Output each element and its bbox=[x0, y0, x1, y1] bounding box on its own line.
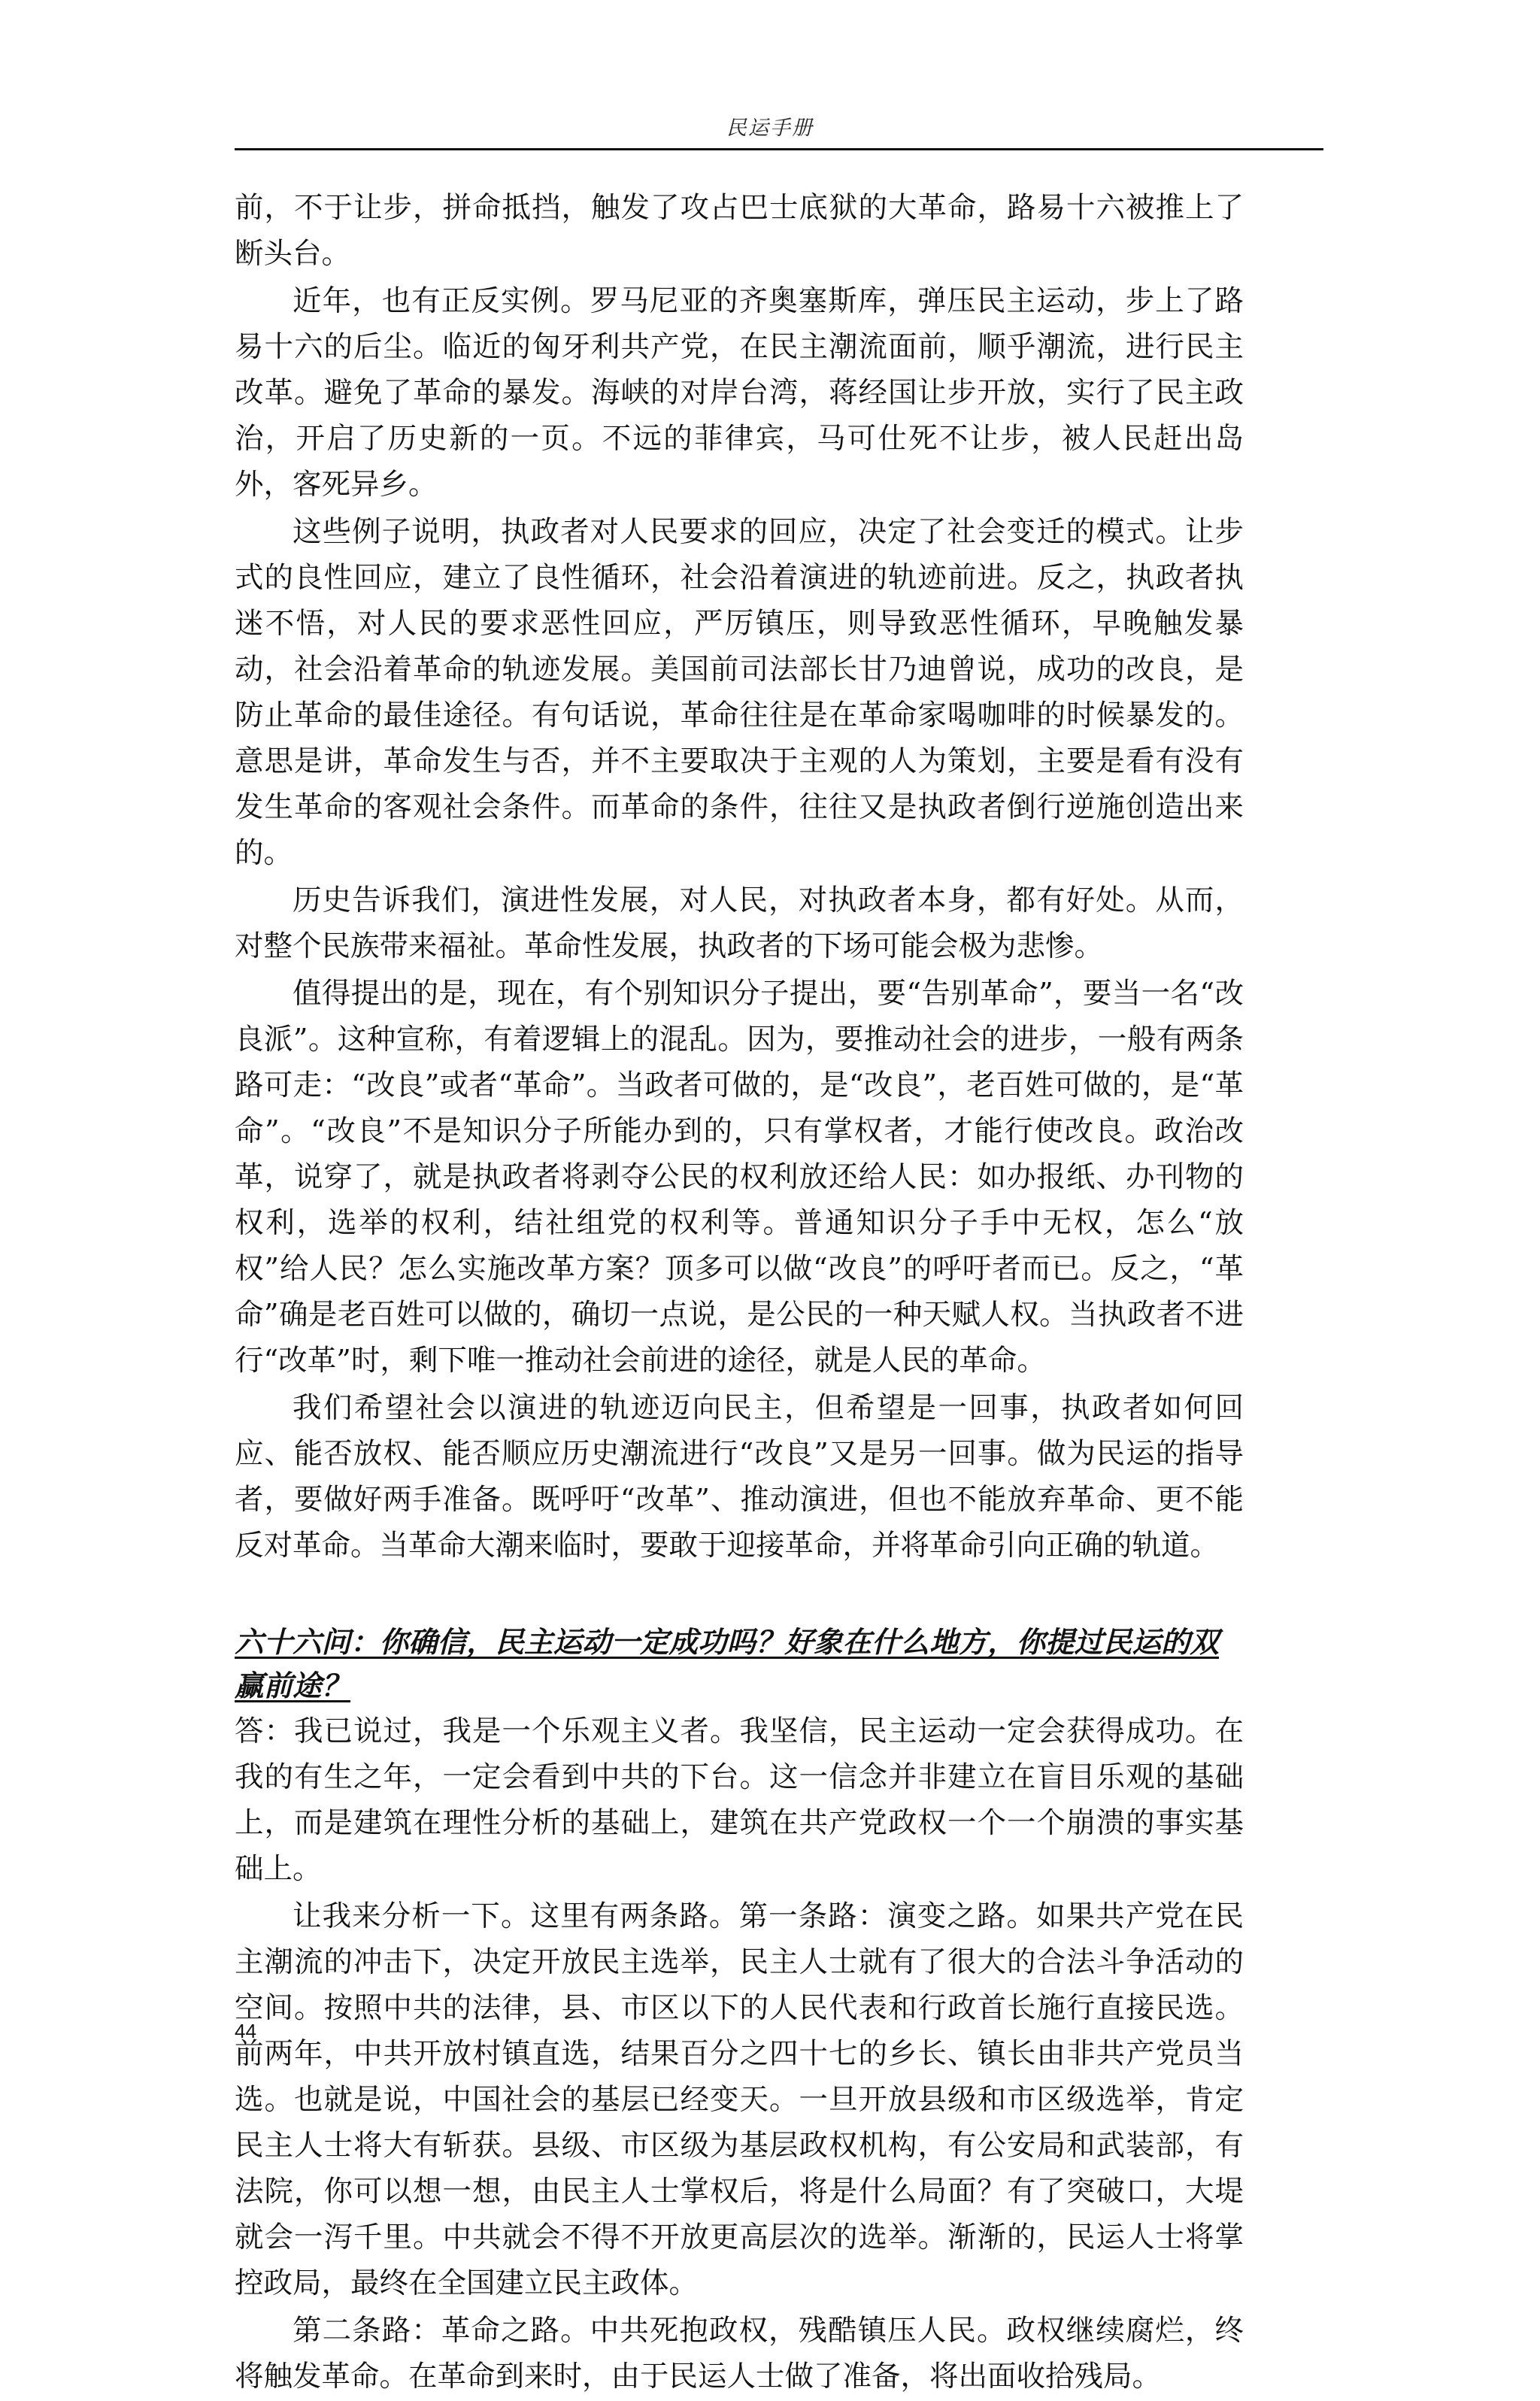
paragraph-two-handed-preparation: 我们希望社会以演进的轨迹迈向民主，但希望是一回事，执政者如何回应、能否放权、能否顺应历史潮流进行“改良”又是另一回事。做为民运的指导者，要做好两手准备。既呼吁“改革”、推动演进，但也不能放弃革命、更不能反对革命。当革命大潮来临时，要敢于迎接革命，并将革命引向正确的轨道。 bbox=[235, 1391, 1244, 1563]
page-number: 44 bbox=[235, 2020, 256, 2042]
paragraph-path-one-evolution: 让我来分析一下。这里有两条路。第一条路：演变之路。如果共产党在民主潮流的冲击下，决定开放民主选举，民主人士就有了很大的合法斗争活动的空间。按照中共的法律，县、市区以下的人民代表和行政首长施行直接民选。前两年，中共开放村镇直选，结果百分之四十七的乡长、镇长由非共产党员当选。也就是说，中国社会的基层已经变天。一旦开放县级和市区级选举，肯定民主人士将大有斩获。县级、市区级为基层政权机构，有公安局和武装部，有法院，你可以想一想，由民主人士掌权后，将是什么局面？有了突破口，大堤就会一泻千里。中共就会不得不开放更高层次的选举。渐渐的，民运人士将掌控政局，最终在全国建立民主政体。 bbox=[235, 1899, 1244, 2300]
paragraph-continuation: 前，不于让步，拼命抵挡，触发了攻占巴士底狱的大革命，路易十六被推上了断头台。 bbox=[235, 191, 1244, 271]
paragraph-reform-vs-revolution: 值得提出的是，现在，有个别知识分子提出，要“告别革命”，要当一名“改良派”。这种宣称，有着逻辑上的混乱。因为，要推动社会的进步，一般有两条路可走：“改良”或者“革命”。当政者可做的，是“改良”，老百姓可做的，是“革命”。“改良”不是知识分子所能办到的，只有掌权者，才能行使改良。政治改革，说穿了，就是执政者将剥夺公民的权利放还给人民：如办报纸、办刊物的权利，选举的权利，结社组党的权利等。普通知识分子手中无权，怎么“放权”给人民？怎么实施改革方案？顶多可以做“改良”的呼吁者而已。反之，“革命”确是老百姓可以做的，确切一点说，是公民的一种天赋人权。当执政者不进行“改革”时，剩下唯一推动社会前进的途径，就是人民的革命。 bbox=[235, 977, 1244, 1378]
header-rule bbox=[235, 148, 1323, 150]
paragraph-examples-explained: 这些例子说明，执政者对人民要求的回应，决定了社会变迁的模式。让步式的良性回应，建立了良性循环，社会沿着演进的轨迹前进。反之，执政者执迷不悟，对人民的要求恶性回应，严厉镇压，则导致恶性循环，早晚触发暴动，社会沿着革命的轨迹发展。美国前司法部长甘乃迪曾说，成功的改良，是防止革命的最佳途径。有句话说，革命往往是在革命家喝咖啡的时候暴发的。意思是讲，革命发生与否，并不主要取决于主观的人为策划，主要是看有没有发生革命的客观社会条件。而革命的条件，往往又是执政者倒行逆施创造出来的。 bbox=[235, 515, 1244, 870]
paragraph-answer-intro: 答：我已说过，我是一个乐观主义者。我坚信，民主运动一定会获得成功。在我的有生之年，一定会看到中共的下台。这一信念并非建立在盲目乐观的基础上，而是建筑在理性分析的基础上，建筑在共产党政权一个一个崩溃的事实基础上。 bbox=[235, 1714, 1244, 1886]
page-content bbox=[235, 185, 1244, 2401]
paragraph-recent-examples: 近年，也有正反实例。罗马尼亚的齐奥塞斯库，弹压民主运动，步上了路易十六的后尘。临近的匈牙利共产党，在民主潮流面前，顺乎潮流，进行民主改革。避免了革命的暴发。海峡的对岸台湾，蒋经国让步开放，实行了民主政治，开启了历史新的一页。不远的菲律宾，马可仕死不让步，被人民赶出岛外，客死异乡。 bbox=[235, 284, 1244, 502]
section-heading-question-66: 六十六问：你确信，民主运动一定成功吗？好象在什么地方，你提过民运的双赢前途？ bbox=[235, 1626, 1220, 1703]
running-header-title: 民运手册 bbox=[726, 117, 814, 140]
paragraph-history-lesson: 历史告诉我们，演进性发展，对人民，对执政者本身，都有好处。从而，对整个民族带来福祉。革命性发展，执政者的下场可能会极为悲惨。 bbox=[235, 884, 1244, 963]
paragraph-path-two-revolution: 第二条路：革命之路。中共死抱政权，残酷镇压人民。政权继续腐烂，终将触发革命。在革命到来时，由于民运人士做了准备，将出面收拾残局。 bbox=[235, 2314, 1244, 2393]
